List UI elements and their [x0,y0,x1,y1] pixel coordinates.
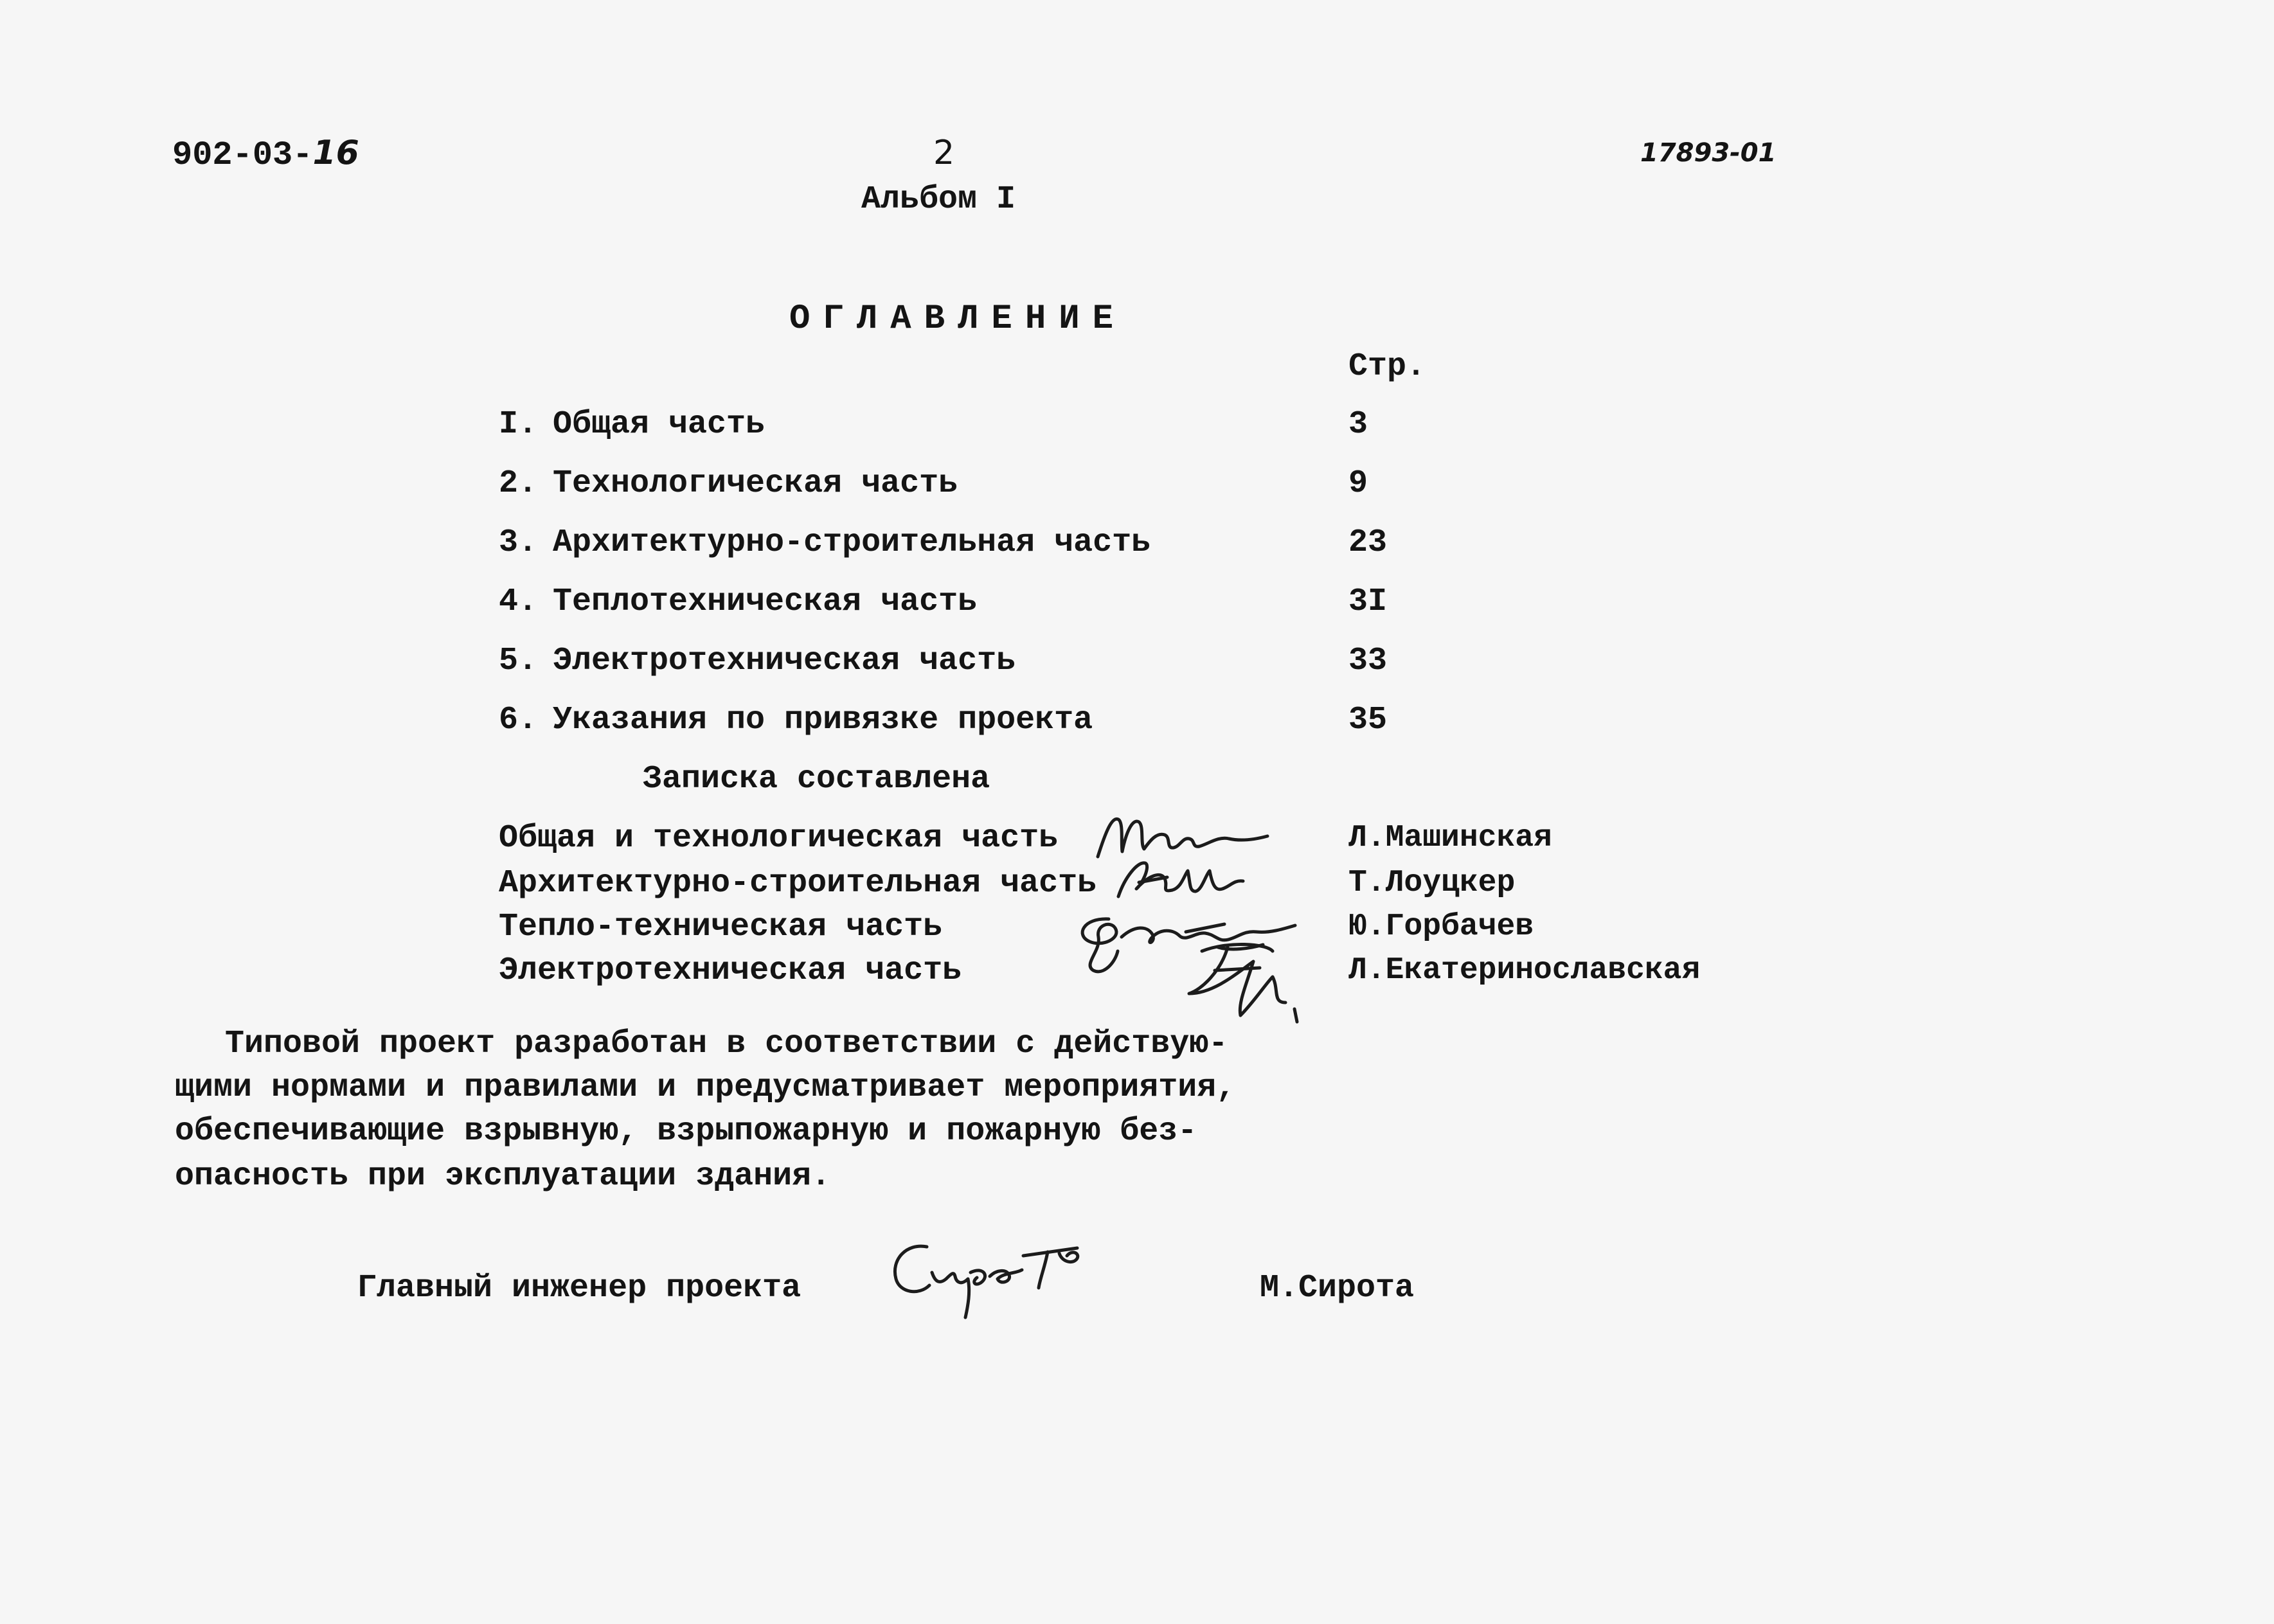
chief-engineer-label: Главный инженер проекта [357,1270,801,1307]
statement-line: Типовой проект разработан в соответствии с действую- [225,1026,1228,1062]
author-name: Л.Екатеринославская [1348,953,1701,988]
toc-item-page: 23 [1348,524,1388,561]
toc-item-page: 9 [1348,465,1368,502]
toc-item-number: 5. [499,643,538,679]
author-section: Электротехническая часть [499,952,962,989]
toc-item-number: I. [499,406,538,443]
signature-loutsker [1106,852,1247,903]
document-code-suffix: 16 [312,134,359,172]
signature-ekaterinoslavskaya [1176,932,1305,1028]
statement-line: щими нормами и правилами и предусматривает мероприятия, [175,1069,1236,1106]
toc-item-page: 35 [1348,702,1388,738]
toc-item-page: 3I [1348,584,1388,620]
signature-sirota [887,1234,1099,1324]
toc-page-column-header: Стр. [1348,348,1426,385]
toc-item-label: Технологическая часть [553,465,958,502]
toc-item-label: Указания по привязке проекта [553,702,1093,738]
toc-item-number: 4. [499,584,538,620]
toc-item-label: Общая часть [553,406,765,443]
author-name: Ю.Горбачев [1348,909,1534,944]
author-section: Архитектурно-строительная часть [499,865,1097,902]
album-label: Альбом I [861,181,1016,218]
author-name: Т.Лоуцкер [1348,866,1516,900]
toc-item-label: Теплотехническая часть [553,584,978,620]
toc-item-page: 33 [1348,643,1388,679]
author-section: Общая и технологическая часть [499,820,1059,857]
toc-title: ОГЛАВЛЕНИЕ [789,299,1127,339]
author-name: Л.Машинская [1348,821,1552,855]
compiled-by-title: Записка составлена [643,761,990,798]
toc-item-number: 2. [499,465,538,502]
toc-item-number: 3. [499,524,538,561]
toc-item-number: 6. [499,702,538,738]
statement-line: опасность при эксплуатации здания. [175,1158,831,1195]
chief-engineer-name: М.Сирота [1260,1270,1415,1307]
toc-item-page: 3 [1348,406,1368,443]
toc-item-label: Архитектурно-строительная часть [553,524,1151,561]
document-code [172,136,359,172]
toc-item-label: Электротехническая часть [553,643,1016,679]
reference-number: 17893-01 [1640,138,1777,168]
statement-line: обеспечивающие взрывную, взрыпожарную и пожарную без- [175,1113,1197,1150]
author-section: Тепло-техническая часть [499,909,943,945]
page-number: 2 [933,134,955,172]
document-code-prefix: 902-03- [172,136,313,174]
